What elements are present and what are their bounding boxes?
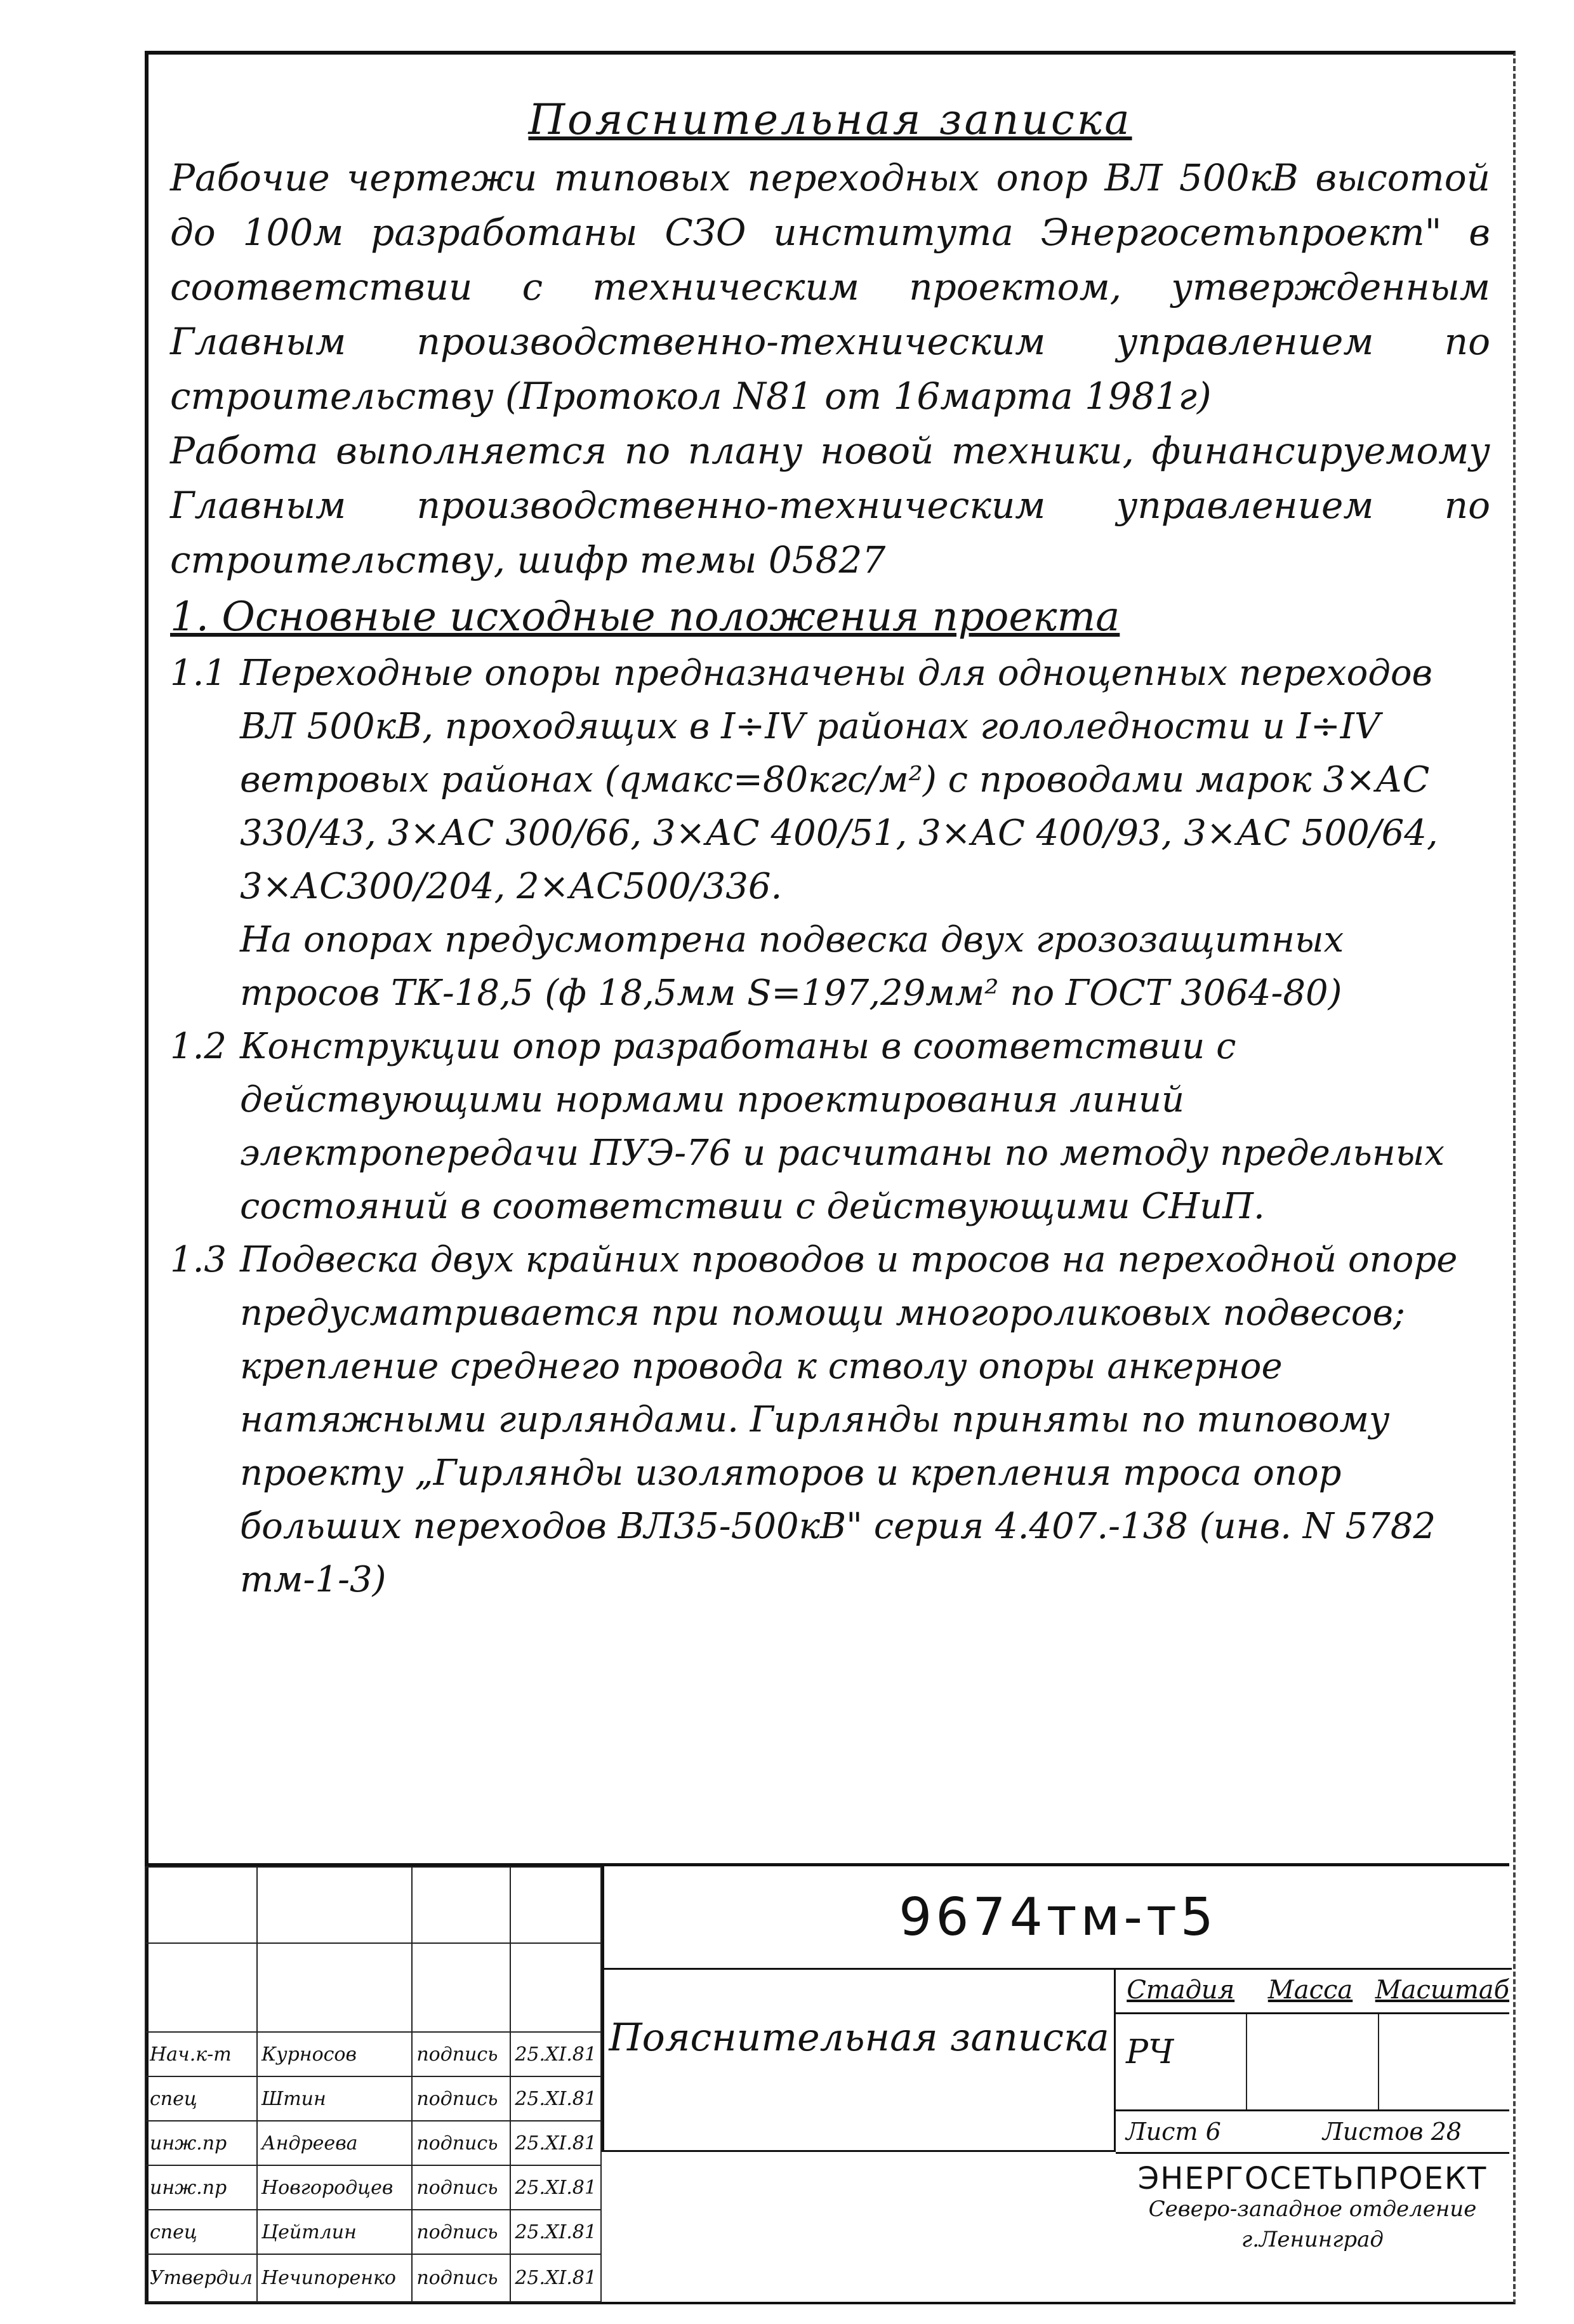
name-cell: Курносов (257, 2032, 412, 2076)
role-cell: инж.пр (145, 2121, 257, 2165)
signature-cell: подпись (412, 2121, 510, 2165)
clause-1-3 (170, 1233, 1490, 1607)
explanatory-note (170, 70, 1490, 1607)
clause-number: 1.1 (170, 653, 227, 694)
clause-text: Переходные опоры предназначены для одноцепных переходов ВЛ 500кВ, проходящих в I÷IV районах гололедности и I÷IV ветровых районах (qмакс=80кгс/м²) с проводами марок 3×АС 330/43, 3×АС 300/66, 3×АС 400/51, 3×АС 400/93, 3×АС 500/64, 3×АС300/204, 2×АС500/336. (240, 653, 1438, 907)
name-cell: Штин (257, 2076, 412, 2121)
stamp-doc-title: Пояснительная записка (602, 1968, 1116, 2152)
stage-value: РЧ (1116, 2014, 1247, 2109)
mass-value (1247, 2014, 1379, 2109)
meta-headers (1116, 1968, 1509, 2014)
signature-cell: подпись (412, 2076, 510, 2121)
section-heading: 1. Основные исходные положения проекта (170, 594, 1120, 641)
meta-values (1116, 2014, 1509, 2111)
clause-text: Конструкции опор разработаны в соответствии с действующими нормами проектирования линий электропередачи ПУЭ-76 и расчитаны по методу предельных состояний в соответствии с действующими СНиП. (240, 1026, 1445, 1227)
signature-row (145, 2032, 601, 2076)
name-cell: Нечипоренко (257, 2254, 412, 2302)
scale-value (1379, 2014, 1509, 2109)
signature-row (145, 2121, 601, 2165)
date-cell: 25.XI.81 (510, 2210, 601, 2254)
role-cell: спец (145, 2076, 257, 2121)
mass-header: Масса (1267, 1975, 1353, 2005)
date-cell: 25.XI.81 (510, 2165, 601, 2210)
date-cell: 25.XI.81 (510, 2254, 601, 2302)
sheet-info (1116, 2111, 1509, 2152)
clause-1-1 (170, 647, 1490, 913)
date-cell: 25.XI.81 (510, 2121, 601, 2165)
intro-paragraph-1: Рабочие чертежи типовых переходных опор ВЛ 500кВ высотой до 100м разработаны СЗО института Энергосетьпроект" в соответствии с техническим проектом, утвержденным Главным производственно-техническим управлением по строительству (Протокол N81 от 16марта 1981г) (170, 156, 1490, 418)
signature-row (145, 2076, 601, 2121)
intro-paragraph-2: Работа выполняется по плану новой техники, финансируемому Главным производственно-техническим управлением по строительству, шифр темы 05827 (170, 429, 1490, 581)
sheet-count: Листов 28 (1323, 2118, 1462, 2146)
name-cell: Андреева (257, 2121, 412, 2165)
clause-text: На опорах предусмотрена подвеска двух грозозащитных тросов ТК-18,5 (ф 18,5мм S=197,29мм² по ГОСТ 3064-80) (240, 919, 1344, 1014)
organization (1116, 2152, 1509, 2301)
signature-cell: подпись (412, 2032, 510, 2076)
clause-number: 1.2 (170, 1026, 227, 1067)
role-cell: спец (145, 2210, 257, 2254)
date-cell: 25.XI.81 (510, 2076, 601, 2121)
clause-number: 1.3 (170, 1239, 227, 1280)
signature-row (145, 2165, 601, 2210)
stage-header: Стадия (1127, 1975, 1235, 2005)
stage-mass-scale (1116, 1968, 1509, 2154)
signature-row (145, 2210, 601, 2254)
signature-cell: подпись (412, 2210, 510, 2254)
clause-1-2 (170, 1020, 1490, 1233)
signature-cell: подпись (412, 2254, 510, 2302)
clause-1-1-cont (170, 913, 1490, 1020)
date-cell: 25.XI.81 (510, 2032, 601, 2076)
name-cell: Цейтлин (257, 2210, 412, 2254)
clause-number (170, 913, 240, 1020)
scale-header: Масштаб (1375, 1975, 1510, 2005)
role-cell: Утвердил (145, 2254, 257, 2302)
signature-cell: подпись (412, 2165, 510, 2210)
title-block (145, 1863, 1509, 2301)
org-name: ЭНЕРГОСЕТЬПРОЕКТ (1137, 2161, 1488, 2196)
org-city: г.Ленинград (1241, 2227, 1384, 2252)
signatures-table (145, 1866, 602, 2302)
drawing-code: 9674тм-т5 (602, 1866, 1512, 1970)
sheet-number: Лист 6 (1126, 2118, 1221, 2146)
clause-text: Подвеска двух крайних проводов и тросов на переходной опоре предусматривается при помощи многороликовых подвесов; крепление среднего провода к стволу опоры анкерное натяжными гирляндами. Гирлянды приняты по типовому проекту „Гирлянды изоляторов и крепления троса опор больших переходов ВЛ35-500кВ" серия 4.407.-138 (инв. N 5782 тм-1-3) (240, 1239, 1458, 1600)
org-division: Северо-западное отделение (1148, 2196, 1477, 2222)
role-cell: инж.пр (145, 2165, 257, 2210)
signature-row (145, 2254, 601, 2302)
name-cell: Новгородцев (257, 2165, 412, 2210)
page-title: Пояснительная записка (528, 95, 1132, 144)
role-cell: Нач.к-т (145, 2032, 257, 2076)
